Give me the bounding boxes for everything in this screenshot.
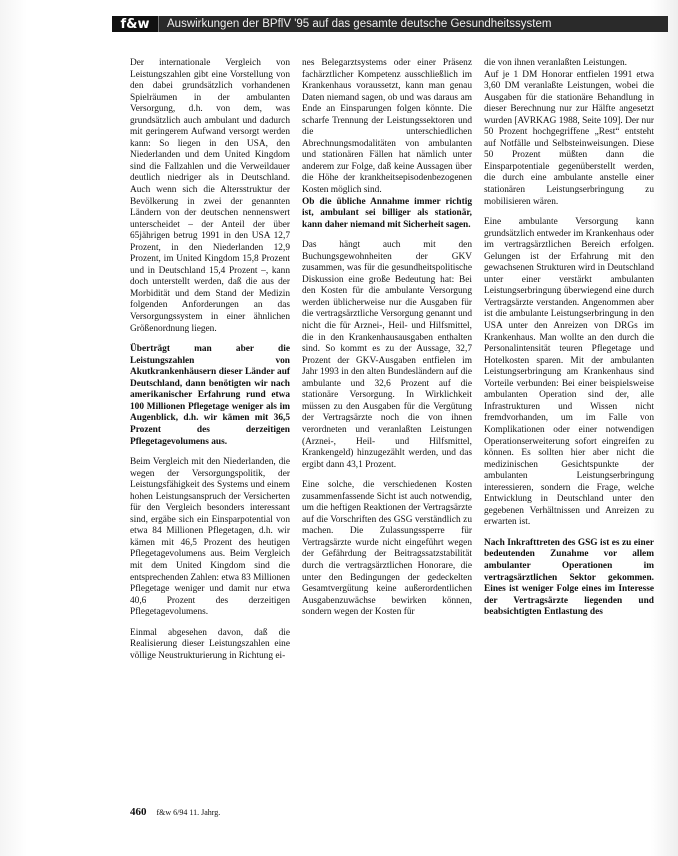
- paragraph: Einmal abgesehen davon, daß die Realisierung dieser Leistungszahlen eine völlige Neustrukturierung in Richtung ei-: [130, 627, 290, 661]
- text-column-1: [130, 58, 290, 662]
- paragraph: Eine ambulante Versorgung kann grundsätzlich entweder im Krankenhaus oder im vertragsärztlichen Bereich erfolgen. Gelungen ist der Erfahrung mit den gewachsenen Strukturen wird in Deutschland unter einer verstärkt ambulanten Leistungserbringung überwiegend eine durch Vertragsärzte verstanden. Angenommen aber ist die ambulante Leistungserbringung in den USA unter den Anreizen von DRGs im Krankenhaus. Man wollte an den durch die Personalintensität teuren Pflegetage und Hotelkosten sparen. Mit der ambulanten Leistungserbringung am Krankenhaus sind Vorteile verbunden: Bei einer beispielsweise ambulanten Operation sind der, alle Infrastrukturen und Wissen nicht fremdvorhanden, um im Falle von Komplikationen oder einer notwendigen Operationserweiterung sofort eingreifen zu können. Es sollten hier aber nicht die medizinischen Gesichtspunkte der ambulanten Leistungserbringung interessieren, sondern die Frage, welche Entwicklung in Deutschland unter den gegebenen Verhältnissen und Anreizen zu erwarten ist.: [484, 217, 654, 528]
- running-header: [112, 16, 668, 32]
- header-title: Auswirkungen der BPflV '95 auf das gesamte deutsche Gesundheitssystem: [167, 18, 552, 30]
- page-footer: [130, 806, 220, 818]
- paragraph-emphasis: Nach Inkrafttreten des GSG ist es zu einer bedeutenden Zunahme vor allem ambulanter Operationen im vertragsärztlichen Sektor gekommen. Eines ist weniger Folge eines im Interesse der Vertragsärzte liegenden und beabsichtigten Entlastung des: [484, 537, 654, 618]
- paragraph: Beim Vergleich mit den Niederlanden, die wegen der Versorgungspolitik, der Leistungsfähigkeit des Systems und einem hohen Leistungsanspruch der Versicherten für den Vergleich besonders interessant sind, ergäbe sich ein Einsparpotential von etwa 84 Millionen Pflegetagen, d.h. wir kämen mit 46,5 Prozent des heutigen Pflegetagevolumens aus. Beim Vergleich mit dem United Kingdom sind die entsprechenden Zahlen: etwa 83 Millionen Pflegetage weniger und damit nur etwa 40,6 Prozent des derzeitigen Pflegetagevolumens.: [130, 457, 290, 618]
- journal-logo: f&w: [112, 16, 159, 32]
- paragraph: nes Belegarztsystems oder einer Präsenz fachärztlicher Kompetenz ausschließlich im Krankenhaus voraussetzt, kann man genau Daten niemand sagen, ob und was daraus am Ende an Einsparungen folgen könnte. Die scharfe Trennung der Leistungssektoren und die unterschiedlichen Abrechnungsmodalitäten von ambulanten und stationären Fällen hat nämlich unter anderem zur Folge, daß keine Aussagen über die Höhe der krankheitsepisodenbezogenen Kosten möglich sind.: [302, 58, 472, 196]
- text-column-3: [484, 58, 654, 619]
- paragraph-emphasis: Überträgt man aber die Leistungszahlen von Akutkrankenhäusern dieser Länder auf Deutschland, dann benötigten wir nach amerikanischer Erfahrung rund etwa 100 Millionen Pflegetage weniger als im Augenblick, d.h. wir kämen mit 36,5 Prozent des derzeitigen Pflegetagevolumens aus.: [130, 344, 290, 447]
- paragraph: Das hängt auch mit den Buchungsgewohnheiten der GKV zusammen, was für die gesundheitspolitische Diskussion eine große Bedeutung hat: Bei den Kosten für die ambulante Versorgung werden üblicherweise nur die Ausgaben für die vertragsärztliche Versorgung genannt und nicht die für Arznei-, Heil- und Hilfsmittel, die in den Krankenhausausgaben enthalten sind. So kommt es zu der Aussage, 32,7 Prozent der GKV-Ausgaben entfielen im Jahr 1993 in den alten Bundesländern auf die ambulante und 32,6 Prozent auf die stationäre Versorgung. In Wirklichkeit müssen zu den Ausgaben für die Vergütung der Vertragsärzte noch die von ihnen verordneten und veranlaßten Leistungen (Arznei-, Heil- und Hilfsmittel, Krankengeld) hinzugezählt werden, und das ergibt dann 43,1 Prozent.: [302, 240, 472, 470]
- paragraph: Der internationale Vergleich von Leistungszahlen gibt eine Vorstellung von den dabei grundsätzlich vorhandenen Spielräumen in der ambulanten Versorgung, d.h. von dem, was grundsätzlich auch ambulant und dadurch mit geringerem Aufwand versorgt werden kann: So liegen in den USA, den Niederlanden und dem United Kingdom sind die Fallzahlen und die Verweildauer deutlich niedriger als in Deutschland. Auch wenn sich die Altersstruktur der Bevölkerung in zwei der genannten Ländern von der deutschen nennenswert unterscheidet – der Anteil der über 65jährigen betrug 1991 in den USA 12,7 Prozent, in den Niederlanden 12,9 Prozent, im United Kingdom 15,8 Prozent und in Deutschland 15,4 Prozent –, kann doch unterstellt werden, daß die aus der Morbidität und dem Stand der Medizin folgenden Anforderungen an das Versorgungssystem in einer ähnlichen Größenordnung liegen.: [130, 58, 290, 334]
- paragraph: Auf je 1 DM Honorar entfielen 1991 etwa 3,60 DM veranlaßte Leistungen, wobei die Ausgaben für die stationäre Behandlung in dieser Berechnung nur zur Hälfte angesetzt wurden [AVRKAG 1988, Seite 109]. Der nur 50 Prozent hochgegriffene „Rest“ entsteht auf Notfälle und Selbsteinweisungen. Diese 50 Prozent müßten dann die Einsparpotentiale gegenüberstellt werden, die durch eine ambulante anstelle einer stationären Leistungserbringung zu mobilisieren wären.: [484, 69, 654, 207]
- paragraph: Eine solche, die verschiedenen Kosten zusammenfassende Sicht ist auch notwendig, um die heftigen Reaktionen der Vertragsärzte auf die Vorschriften des GSG verständlich zu machen. Die Zulassungssperre für Vertragsärzte wurde nicht eingeführt wegen der Gefährdung der Beitragssatzstabilität durch die vertragsärztlichen Honorare, die unter den Bedingungen der gedeckelten Gesamtvergütung keine außerordentlichen Ausgabenzuwächse bewirken können, sondern wegen der Kosten für: [302, 480, 472, 618]
- page-number: 460: [130, 806, 147, 818]
- text-column-2: [302, 58, 472, 619]
- paragraph: die von ihnen veranlaßten Leistungen.: [484, 58, 627, 68]
- paragraph-emphasis: Ob die übliche Annahme immer richtig ist, ambulant sei billiger als stationär, kann daher niemand mit Sicherheit sagen.: [302, 196, 472, 230]
- journal-issue: f&w 6/94 11. Jahrg.: [156, 808, 221, 817]
